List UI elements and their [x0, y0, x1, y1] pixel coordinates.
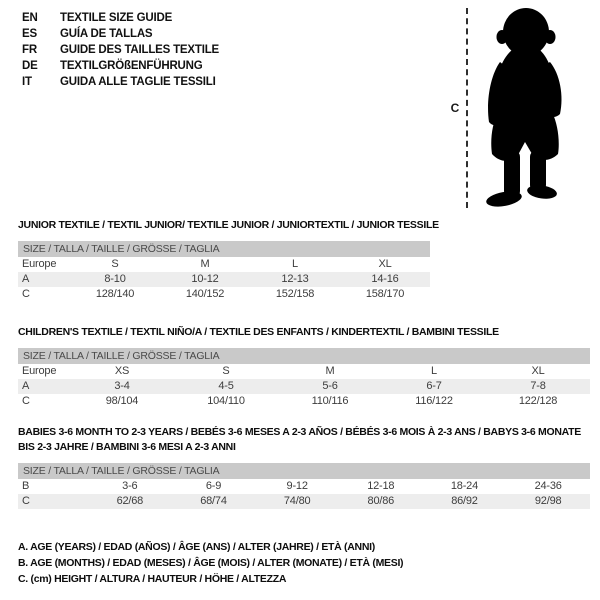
cell: 9-12	[286, 480, 308, 492]
cell: 86/92	[451, 495, 478, 507]
cell: 158/170	[365, 288, 405, 300]
cell: 68/74	[200, 495, 227, 507]
junior-textile-section	[18, 218, 590, 302]
footnote-line-b: B. AGE (MONTHS) / EDAD (MESES) / ÂGE (MOIS) / ALTER (MONATE) / ETÀ (MESI)	[18, 557, 404, 569]
row-label: C	[22, 395, 30, 407]
row-label: A	[22, 380, 30, 392]
cell: 128/140	[95, 288, 135, 300]
table-row	[18, 257, 430, 272]
language-code: ES	[22, 28, 37, 40]
footnotes	[18, 539, 590, 587]
table-row	[18, 394, 590, 409]
cell: L	[431, 365, 437, 377]
cell: 110/116	[311, 395, 349, 407]
table-row	[18, 479, 590, 494]
cell: 152/158	[275, 288, 315, 300]
size-table-children	[18, 348, 590, 409]
height-measure-figure	[444, 6, 570, 210]
table-title-babies: BABIES 3-6 MONTH TO 2-3 YEARS / BEBÉS 3-6 MESES A 2-3 AÑOS / BÉBÉS 3-6 MOIS À 2-3 ANS / BABYS 3-6 MONATE BIS 2-3 JAHRE / BAMBINI 3-6 MESI A 2-3 ANNI	[18, 426, 581, 453]
language-label: GUIDA ALLE TAGLIE TESSILI	[60, 76, 216, 88]
size-table-babies	[18, 463, 590, 509]
cell: 10-12	[191, 273, 219, 285]
table-row	[18, 272, 430, 287]
cell: 18-24	[450, 480, 479, 492]
babies-textile-section	[18, 425, 590, 509]
cell: 24-36	[534, 480, 562, 492]
language-row	[22, 58, 219, 74]
cell: 7-8	[530, 380, 546, 392]
toddler-silhouette-icon	[478, 6, 570, 208]
language-row	[22, 42, 219, 58]
cell: 8-10	[104, 273, 126, 285]
cell: M	[325, 365, 335, 377]
language-row	[22, 10, 219, 26]
footnote-line-a: A. AGE (YEARS) / EDAD (AÑOS) / ÂGE (ANS) / ALTER (JAHRE) / ETÀ (ANNI)	[18, 541, 375, 553]
language-label: TEXTILE SIZE GUIDE	[60, 12, 173, 24]
table-row	[18, 494, 590, 509]
cell: XL	[378, 258, 392, 270]
language-label: GUÍA DE TALLAS	[60, 28, 153, 40]
language-code: DE	[22, 60, 38, 72]
cell: 4-5	[218, 380, 234, 392]
cell: 3-4	[114, 380, 130, 392]
cell: 122/128	[518, 395, 558, 407]
cell: 92/98	[534, 495, 562, 507]
cell: 62/68	[116, 495, 144, 507]
children-textile-section	[18, 325, 590, 409]
table-row	[18, 287, 430, 302]
row-label: Europe	[22, 365, 57, 377]
language-label: GUIDE DES TAILLES TEXTILE	[60, 44, 219, 56]
table-row	[18, 364, 590, 379]
language-code: FR	[22, 44, 37, 56]
footnote-line-c: C. (cm) HEIGHT / ALTURA / HAUTEUR / HÖHE / ALTEZZA	[18, 573, 287, 585]
table-title-children: CHILDREN'S TEXTILE / TEXTIL NIÑO/A / TEXTILE DES ENFANTS / KINDERTEXTIL / BAMBINI TESSILE	[18, 326, 499, 338]
cell: 74/80	[283, 495, 311, 507]
language-code: IT	[22, 76, 32, 88]
cell: XL	[531, 365, 545, 377]
language-title-list	[22, 10, 219, 90]
row-label: C	[22, 288, 30, 300]
measure-label-c: C	[450, 101, 460, 115]
cell: 140/152	[185, 288, 225, 300]
cell: 12-13	[281, 273, 309, 285]
cell: 3-6	[122, 480, 138, 492]
row-label: C	[22, 495, 30, 507]
language-code: EN	[22, 12, 38, 24]
cell: 80/86	[367, 495, 395, 507]
cell: XS	[114, 365, 130, 377]
cell: 12-18	[367, 480, 395, 492]
cell: 6-7	[426, 380, 442, 392]
cell: S	[222, 365, 230, 377]
cell: S	[111, 258, 119, 270]
cell: 116/122	[415, 395, 453, 407]
row-label: A	[22, 273, 30, 285]
cell: 104/110	[207, 395, 245, 407]
cell: 5-6	[322, 380, 338, 392]
size-header-bar: SIZE / TALLA / TAILLE / GRÖSSE / TAGLIA	[18, 241, 430, 257]
size-header-bar: SIZE / TALLA / TAILLE / GRÖSSE / TAGLIA	[18, 348, 590, 364]
row-label: B	[22, 480, 30, 492]
row-label: Europe	[22, 258, 57, 270]
size-header-bar: SIZE / TALLA / TAILLE / GRÖSSE / TAGLIA	[18, 463, 590, 479]
cell: 6-9	[205, 480, 222, 492]
size-guide-content	[18, 218, 590, 587]
language-row	[22, 26, 219, 42]
table-row	[18, 379, 590, 394]
language-row	[22, 74, 219, 90]
table-title-junior: JUNIOR TEXTILE / TEXTIL JUNIOR/ TEXTILE JUNIOR / JUNIORTEXTIL / JUNIOR TESSILE	[18, 219, 439, 231]
cell: M	[200, 258, 210, 270]
cell: L	[292, 258, 298, 270]
size-table-junior	[18, 241, 430, 302]
cell: 14-16	[371, 273, 399, 285]
language-label: TEXTILGRÖßENFÜHRUNG	[60, 60, 203, 72]
height-dashed-line	[466, 8, 468, 208]
cell: 98/104	[105, 395, 139, 407]
